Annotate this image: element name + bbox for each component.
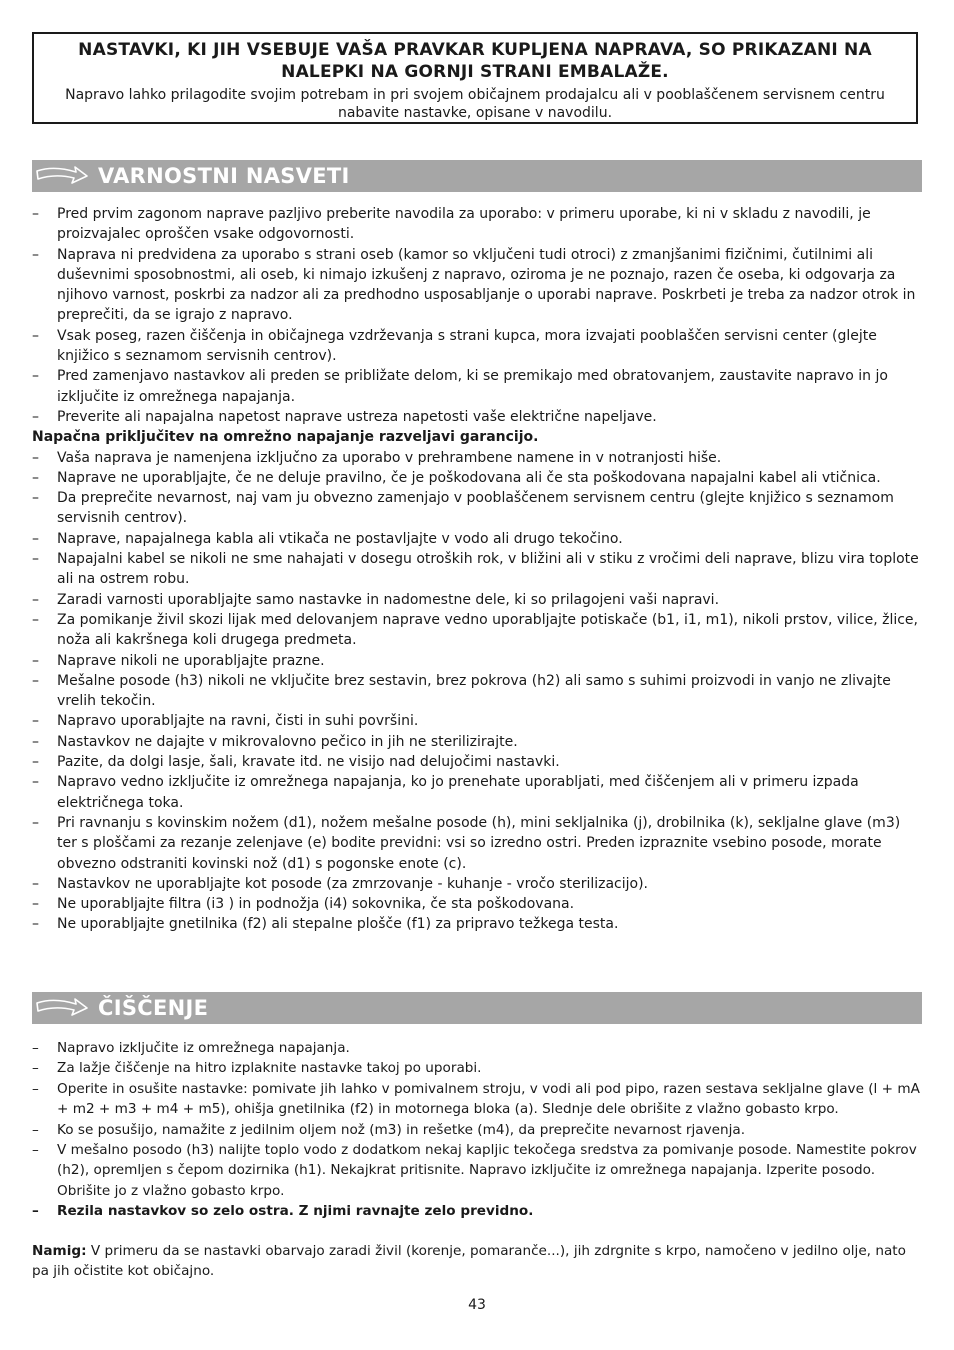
- notice-text: Napravo lahko prilagodite svojim potrebam in pri svojem običajnem prodajalcu ali v pooblaščenem servisnem centru nabavite nastavke, opisane v navodilu.: [65, 87, 885, 121]
- list-item: – Operite in osušite nastavke: pomivate jih lahko v pomivalnem stroju, v vodi ali pod pipo, razen sestava sekljalne glave (l + mA + m2 + m3 + m4 + m5), ohišja gnetilnika (f2) in motornega bloka (a). Slednje dele obrišite z vlažno gobasto krpo.: [32, 1079, 922, 1120]
- safety-section: [32, 204, 922, 935]
- list-item: – Da preprečite nevarnost, naj vam ju obvezno zamenjajo v pooblaščenem servisnem centru (glejte knjižico s seznamom servisnih centrov).: [32, 488, 922, 529]
- list-item: – Rezila nastavkov so zelo ostra. Z njimi ravnajte zelo previdno.: [32, 1201, 922, 1221]
- arrow-icon: [35, 997, 89, 1019]
- list-item: – Vaša naprava je namenjena izključno za uporabo v prehrambene namene in v notranjosti hiše.: [32, 448, 922, 468]
- safety-list: [32, 204, 922, 935]
- list-item: – Mešalne posode (h3) nikoli ne vključite brez sestavin, brez pokrova (h2) ali samo s suhimi proizvodi in vanjo ne zlivajte vrelih tekočin.: [32, 671, 922, 712]
- list-item: – Nastavkov ne dajajte v mikrovalovno pečico in jih ne sterilizirajte.: [32, 732, 922, 752]
- list-item: – Pred prvim zagonom naprave pazljivo preberite navodila za uporabo: v primeru uporabe, ki ni v skladu z navodili, je proizvajalec oproščen vsake odgovornosti.: [32, 204, 922, 245]
- list-item: – Napajalni kabel se nikoli ne sme nahajati v dosegu otroških rok, v bližini ali v stiku z vročimi deli naprave, blizu vira toplote ali na ostrem robu.: [32, 549, 922, 590]
- list-item: – Za pomikanje živil skozi lijak med delovanjem naprave vedno uporabljajte potiskače (b1, i1, m1), nikoli prstov, vilice, žlice, noža ali kakršnega koli drugega predmeta.: [32, 610, 922, 651]
- safety-banner: [32, 160, 922, 192]
- list-item: – Nastavkov ne uporabljajte kot posode (za zmrzovanje - kuhanje - vročo sterilizacijo).: [32, 874, 922, 894]
- page-number: 43: [468, 1297, 486, 1313]
- tip-note: [32, 1241, 922, 1282]
- list-item: – Naprava ni predvidena za uporabo s strani oseb (kamor so vključeni tudi otroci) z zmanjšanimi fizičnimi, čutilnimi ali duševnimi sposobnostmi, ali oseb, ki nimajo izkušenj z napravo, oziroma je ne poznajo, razen če oseba, ki odgovarja za njihovo varnost, poskrbi za nadzor ali za predhodno usposabljanje o uporabi naprave. Poskrbeti je treba za nadzor otrok in preprečiti, da se igrajo z napravo.: [32, 245, 922, 326]
- list-item: – Ne uporabljajte filtra (i3 ) in podnožja (i4) sokovnika, če sta poškodovana.: [32, 894, 922, 914]
- list-item: – V mešalno posodo (h3) nalijte toplo vodo z dodatkom nekaj kapljic tekočega sredstva za pomivanje posode. Namestite pokrov (h2), opremljen s čepom dozirnika (h1). Nekajkrat pritisnite. Napravo izključite iz omrežnega napajanja. Izperite posodo. Obrišite jo z vlažno gobasto krpo.: [32, 1140, 922, 1201]
- list-item: – Pred zamenjavo nastavkov ali preden se približate delom, ki se premikajo med obratovanjem, zaustavite napravo in jo izključite iz omrežnega napajanja.: [32, 366, 922, 407]
- list-item: – Ne uporabljajte gnetilnika (f2) ali stepalne plošče (f1) za pripravo težkega testa.: [32, 914, 922, 934]
- cleaning-list: [32, 1038, 922, 1222]
- list-item: – Naprave nikoli ne uporabljajte prazne.: [32, 651, 922, 671]
- arrow-icon: [35, 165, 89, 187]
- list-item: – Zaradi varnosti uporabljajte samo nastavke in nadomestne dele, ki so prilagojeni vaši napravi.: [32, 590, 922, 610]
- tip-label: Namig:: [32, 1243, 87, 1259]
- cleaning-section: [32, 1038, 922, 1222]
- list-item: – Naprave, napajalnega kabla ali vtikača ne postavljajte v vodo ali drugo tekočino.: [32, 529, 922, 549]
- list-item: – Ko se posušijo, namažite z jedilnim oljem nož (m3) in rešetke (m4), da preprečite nevarnost rjavenja.: [32, 1120, 922, 1140]
- list-item: – Naprave ne uporabljajte, če ne deluje pravilno, če je poškodovana ali če sta poškodovana napajalni kabel ali vtičnica.: [32, 468, 922, 488]
- list-item: – Pazite, da dolgi lasje, šali, kravate itd. ne visijo nad delujočimi nastavki.: [32, 752, 922, 772]
- notice-heading: NASTAVKI, KI JIH VSEBUJE VAŠA PRAVKAR KUPLJENA NAPRAVA, SO PRIKAZANI NA NALEPKI NA GORNJI STRANI EMBALAŽE.: [78, 40, 872, 82]
- section-title-cleaning: ČIŠČENJE: [98, 996, 209, 1020]
- tip-text: V primeru da se nastavki obarvajo zaradi živil (korenje, pomaranče...), jih zdrgnite s krpo, namočeno v jedilno olje, nato pa jih očistite kot običajno.: [32, 1243, 906, 1280]
- list-item: – Za lažje čiščenje na hitro izplaknite nastavke takoj po uporabi.: [32, 1058, 922, 1078]
- accessories-notice-box: [32, 32, 918, 124]
- section-title-safety: VARNOSTNI NASVETI: [98, 164, 350, 188]
- cleaning-banner: [32, 992, 922, 1024]
- list-item: – Vsak poseg, razen čiščenja in običajnega vzdrževanja s strani kupca, mora izvajati pooblaščen servisni center (glejte knjižico s seznamom servisnih centrov).: [32, 326, 922, 367]
- list-item: – Pri ravnanju s kovinskim nožem (d1), nožem mešalne posode (h), mini sekljalnika (j), drobilnika (k), sekljalne glave (m3) ter s ploščami za rezanje zelenjave (e) bodite previdni: vsi so izredno ostri. Preden izpraznite vsebino posode, morate obvezno odstraniti kovinski nož (d1) s pogonske enote (c).: [32, 813, 922, 874]
- list-item: – Napravo uporabljajte na ravni, čisti in suhi površini.: [32, 711, 922, 731]
- list-item: – Preverite ali napajalna napetost naprave ustreza napetosti vaše električne napeljave.: [32, 407, 922, 427]
- warning-statement: Napačna priključitev na omrežno napajanje razveljavi garancijo.: [32, 429, 539, 446]
- list-item: – Napravo vedno izključite iz omrežnega napajanja, ko jo prenehate uporabljati, med čiščenjem ali v primeru izpada električnega toka.: [32, 772, 922, 813]
- list-item: – Napravo izključite iz omrežnega napajanja.: [32, 1038, 922, 1058]
